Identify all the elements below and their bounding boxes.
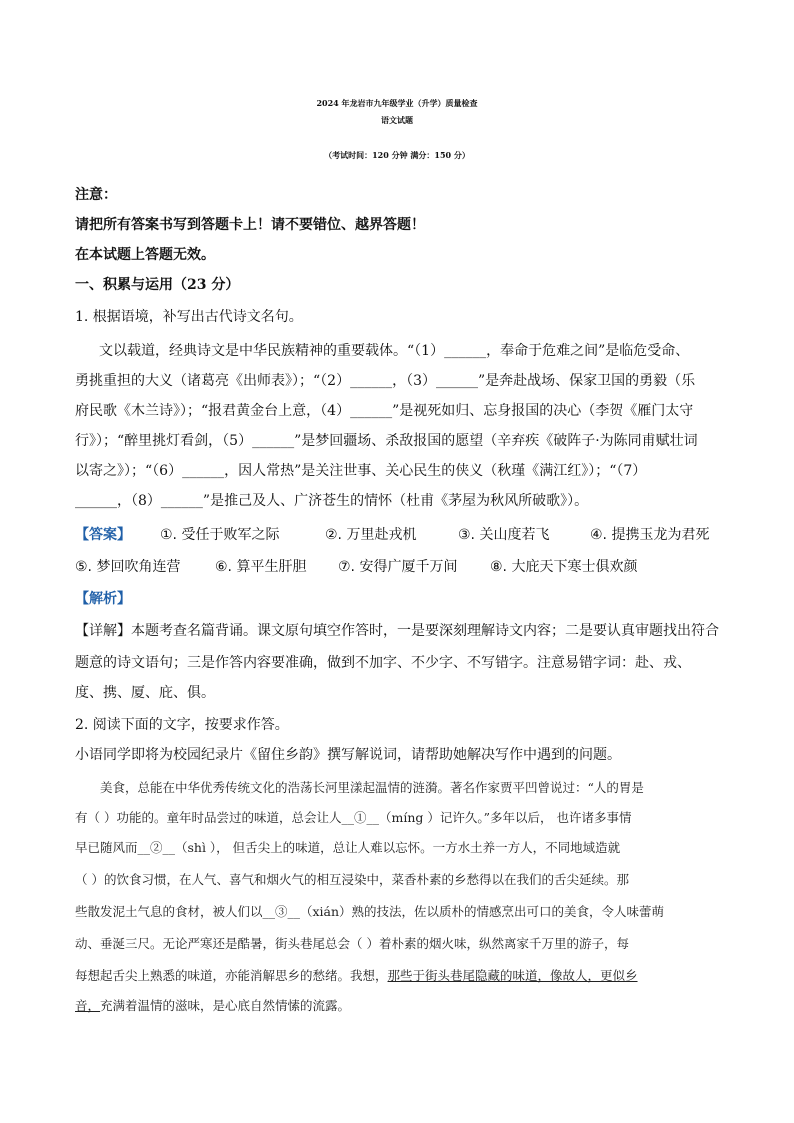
underlined-sentence-end: 音， xyxy=(75,998,101,1013)
passage-line xyxy=(75,996,350,1014)
question-1-text-line: 勇挑重担的大义（诸葛亮《出师表》）；“（2）______，（3）______”是奔赴战场、保家卫国的勇毅（乐 xyxy=(75,373,696,389)
question-1-text-line: 府民歌《木兰诗》）；“报君黄金台上意，（4）______”是视死如归、忘身报国的决心（李贺《雁门太守 xyxy=(75,403,694,419)
answer-item: ⑤. 梦回吹角连营 xyxy=(75,559,181,575)
notice-line-2: 在本试题上答题无效。 xyxy=(75,247,215,263)
passage-line: （ ）的饮食习惯，在人气、喜气和烟火气的相互浸染中，菜香朴素的乡愁得以在我们的舌尖延续。那 xyxy=(75,872,629,887)
answer-label: 【答案】 xyxy=(75,527,131,543)
question-1-text-line: ______，（8）______”是推己及人、广济苍生的情怀（杜甫《茅屋为秋风所破歌》）。 xyxy=(75,493,589,509)
question-1-stem: 1. 根据语境，补写出古代诗文名句。 xyxy=(75,309,303,325)
detail-line: 题意的诗文语句；三是作答内容要准确，做到不加字、不少字、不写错字。注意易错字词：赴、戎、 xyxy=(75,655,691,671)
answer-item: ②. 万里赴戎机 xyxy=(325,527,417,543)
passage-line: 有（ ）功能的。童年时品尝过的味道，总会让人__①__（míng ）记许久。”多年以后， 也许诸多事情 xyxy=(75,810,632,825)
exam-subject: 语文试题 xyxy=(381,115,413,125)
exam-info: （考试时间：120 分钟 满分：150 分） xyxy=(324,150,470,160)
passage-line: 早已随风而__②__（shì ）， 但舌尖上的味道，总让人难以忘怀。一方水土养一方人，不同地域造就 xyxy=(75,840,621,855)
exam-title: 2024 年龙岩市九年级学业（升学）质量检查 xyxy=(316,98,478,108)
analysis-label: 【解析】 xyxy=(75,591,131,607)
underlined-sentence: 那些于街头巷尾隐藏的味道，像故人，更似乡 xyxy=(387,968,638,983)
passage-line xyxy=(75,966,638,984)
passage-line: 美食，总能在中华优秀传统文化的浩荡长河里漾起温情的涟漪。著名作家贾平凹曾说过：“人的胃是 xyxy=(100,780,644,795)
passage-text: 充满着温情的滋味，是心底自然情愫的流露。 xyxy=(100,998,351,1013)
notice-line-1: 请把所有答案书写到答题卡上！请不要错位、越界答题！ xyxy=(75,217,425,233)
question-1-text-line: 行》）；“醉里挑灯看剑，（5）______”是梦回疆场、杀敌报国的愿望（辛弃疾《破阵子·为陈同甫赋壮词 xyxy=(75,433,698,449)
answer-item: ⑦. 安得广厦千万间 xyxy=(338,559,458,575)
detail-line: 【详解】本题考查名篇背诵。课文原句填空作答时，一是要深刻理解诗文内容；二是要认真审题找出符合 xyxy=(75,623,719,639)
detail-line: 度、携、厦、庇、俱。 xyxy=(75,685,215,701)
answer-item: ④. 提携玉龙为君死 xyxy=(590,527,710,543)
answer-item: ③. 关山度若飞 xyxy=(458,527,550,543)
section-heading: 一、积累与运用（23 分） xyxy=(75,277,240,293)
answer-item: ⑧. 大庇天下寒士俱欢颜 xyxy=(490,559,638,575)
answer-item: ⑥. 算平生肝胆 xyxy=(215,559,307,575)
question-2-intro: 小语同学即将为校园纪录片《留住乡韵》撰写解说词，请帮助她解决写作中遇到的问题。 xyxy=(75,747,621,763)
answer-item: ①. 受任于败军之际 xyxy=(160,527,280,543)
passage-line: 动、垂涎三尺。无论严寒还是酷暑，街头巷尾总会（ ）着朴素的烟火味，纵然离家千万里的游子，每 xyxy=(75,936,629,951)
question-2-stem: 2. 阅读下面的文字，按要求作答。 xyxy=(75,717,289,733)
notice-label: 注意： xyxy=(75,187,117,203)
passage-line: 些散发泥土气息的食材，被人们以__③__（xián）熟的技法，佐以质朴的情感烹出可口的美食，令人味蕾萌 xyxy=(75,904,665,919)
question-1-text-line: 以寄之》）；“（6）______，因人常热”是关注世事、关心民生的侠义（秋瑾《满江红》）；“（7） xyxy=(75,463,647,479)
passage-text: 每想起舌尖上熟悉的味道，亦能消解思乡的愁绪。我想， xyxy=(75,968,388,983)
question-1-text-line: 文以载道，经典诗文是中华民族精神的重要载体。“（1）______，奉命于危难之间”是临危受命、 xyxy=(99,343,690,359)
